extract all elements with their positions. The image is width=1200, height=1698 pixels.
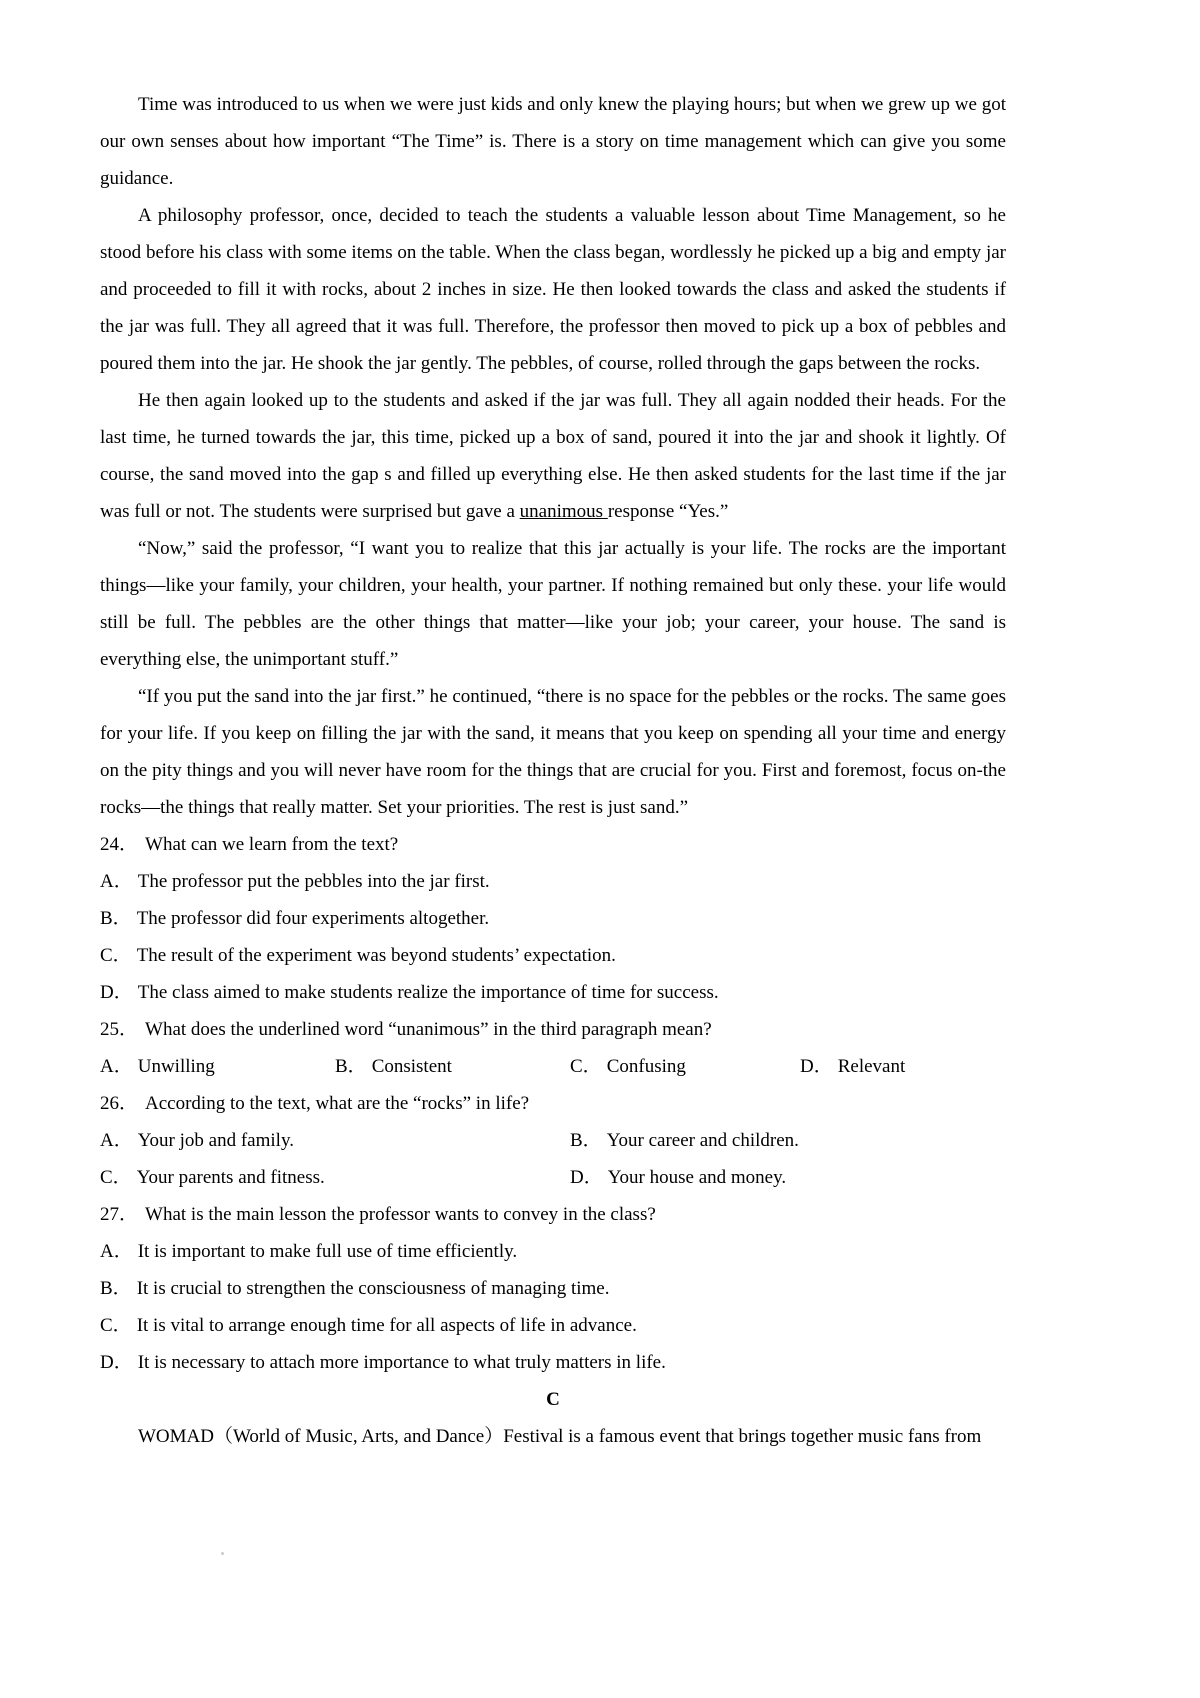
option-24-c (100, 937, 1006, 974)
option-25-b (335, 1048, 570, 1085)
option-label: C． (570, 1056, 602, 1077)
option-27-c (100, 1307, 1006, 1344)
paragraph-text: response “Yes.” (607, 501, 729, 522)
option-text: Confusing (606, 1056, 686, 1077)
option-text: Consistent (371, 1056, 452, 1077)
paragraph: A philosophy professor, once, decided to teach the students a valuable lesson about Time Management, so he stood before his class with some items on the table. When the class began, wordlessly he picked up a big and empty jar and proceeded to fill it with rocks, about 2 inches in size. He then looked towards the class and asked the students if the jar was full. They all agreed that it was full. Therefore, the professor then moved to pick up a box of pebbles and poured them into the jar. He shook the jar gently. The pebbles, of course, rolled through the gaps between the rocks. (100, 205, 1006, 374)
paragraph: Time was introduced to us when we were just kids and only knew the playing hours; but when we grew up we got our own senses about how important “The Time” is. There is a story on time management which can give you some guidance. (100, 94, 1006, 189)
option-text: It is vital to arrange enough time for all aspects of life in advance. (136, 1315, 637, 1336)
option-text: Your career and children. (606, 1130, 799, 1151)
option-label: A． (100, 1241, 133, 1262)
underlined-word: unanimous (519, 501, 608, 522)
option-row-25 (100, 1048, 1006, 1085)
question-number: 27． (100, 1204, 139, 1225)
option-26-a (100, 1122, 570, 1159)
paragraph (100, 382, 1006, 530)
option-text: Your parents and fitness. (136, 1167, 325, 1188)
option-label: A． (100, 1130, 133, 1151)
question-text: What can we learn from the text? (145, 834, 399, 855)
section-label: C (546, 1389, 560, 1410)
option-text: The result of the experiment was beyond students’ expectation. (136, 945, 616, 966)
option-label: B． (100, 908, 132, 929)
option-26-b (570, 1122, 1006, 1159)
option-25-a (100, 1048, 335, 1085)
paragraph: WOMAD（World of Music, Arts, and Dance）Festival is a famous event that brings together music fans from (138, 1426, 982, 1447)
option-text: The professor put the pebbles into the jar first. (137, 871, 490, 892)
question-text: What does the underlined word “unanimous” in the third paragraph mean? (145, 1019, 712, 1040)
option-text: Unwilling (137, 1056, 215, 1077)
question-25 (100, 1011, 1006, 1048)
option-row-26-1 (100, 1122, 1006, 1159)
option-text: Your house and money. (607, 1167, 787, 1188)
question-26 (100, 1085, 1006, 1122)
option-label: B． (100, 1278, 132, 1299)
question-number: 25． (100, 1019, 139, 1040)
question-number: 24． (100, 834, 139, 855)
option-25-c (570, 1048, 800, 1085)
option-row-26-2 (100, 1159, 1006, 1196)
page-content (100, 86, 1006, 1455)
option-label: A． (100, 1056, 133, 1077)
paragraph: “If you put the sand into the jar first.” he continued, “there is no space for the pebbles or the rocks. The same goes for your life. If you keep on filling the jar with the sand, it means that you keep on spending all your time and energy on the pity things and you will never have room for the things that are crucial for you. First and foremost, focus on-the rocks—the things that really matter. Set your priorities. The rest is just sand.” (100, 686, 1006, 818)
option-24-b (100, 900, 1006, 937)
question-text: According to the text, what are the “rocks” in life? (145, 1093, 530, 1114)
scan-artifact-dot (221, 1552, 224, 1555)
option-24-d (100, 974, 1006, 1011)
option-text: Your job and family. (137, 1130, 294, 1151)
option-label: D． (100, 982, 133, 1003)
option-label: D． (570, 1167, 603, 1188)
option-text: Relevant (837, 1056, 906, 1077)
option-label: C． (100, 1167, 132, 1188)
option-27-d (100, 1344, 1006, 1381)
question-27 (100, 1196, 1006, 1233)
option-26-d (570, 1159, 1006, 1196)
option-label: C． (100, 1315, 132, 1336)
option-label: C． (100, 945, 132, 966)
option-25-d (800, 1048, 1006, 1085)
option-27-b (100, 1270, 1006, 1307)
option-label: D． (100, 1352, 133, 1373)
option-text: It is crucial to strengthen the consciousness of managing time. (136, 1278, 610, 1299)
question-text: What is the main lesson the professor wants to convey in the class? (145, 1204, 656, 1225)
option-label: B． (570, 1130, 602, 1151)
option-27-a (100, 1233, 1006, 1270)
question-number: 26． (100, 1093, 139, 1114)
option-text: The professor did four experiments altogether. (136, 908, 490, 929)
option-label: A． (100, 871, 133, 892)
option-24-a (100, 863, 1006, 900)
option-text: It is necessary to attach more importance to what truly matters in life. (137, 1352, 666, 1373)
option-text: The class aimed to make students realize the importance of time for success. (137, 982, 719, 1003)
option-text: It is important to make full use of time efficiently. (137, 1241, 518, 1262)
paragraph: “Now,” said the professor, “I want you to realize that this jar actually is your life. The rocks are the important things—like your family, your children, your health, your partner. If nothing remained but only these. your life would still be full. The pebbles are the other things that matter—like your job; your career, your house. The sand is everything else, the unimportant stuff.” (100, 538, 1006, 670)
option-26-c (100, 1159, 570, 1196)
option-label: B． (335, 1056, 367, 1077)
option-label: D． (800, 1056, 833, 1077)
question-24 (100, 826, 1006, 863)
paragraph-text: He then again looked up to the students and asked if the jar was full. They all again nodded their heads. For the last time, he turned towards the jar, this time, picked up a box of sand, poured it into the jar and shook it lightly. Of course, the sand moved into the gap s and filled up everything else. He then asked students for the last time if the jar was full or not. The students were surprised but gave a (100, 390, 1006, 522)
